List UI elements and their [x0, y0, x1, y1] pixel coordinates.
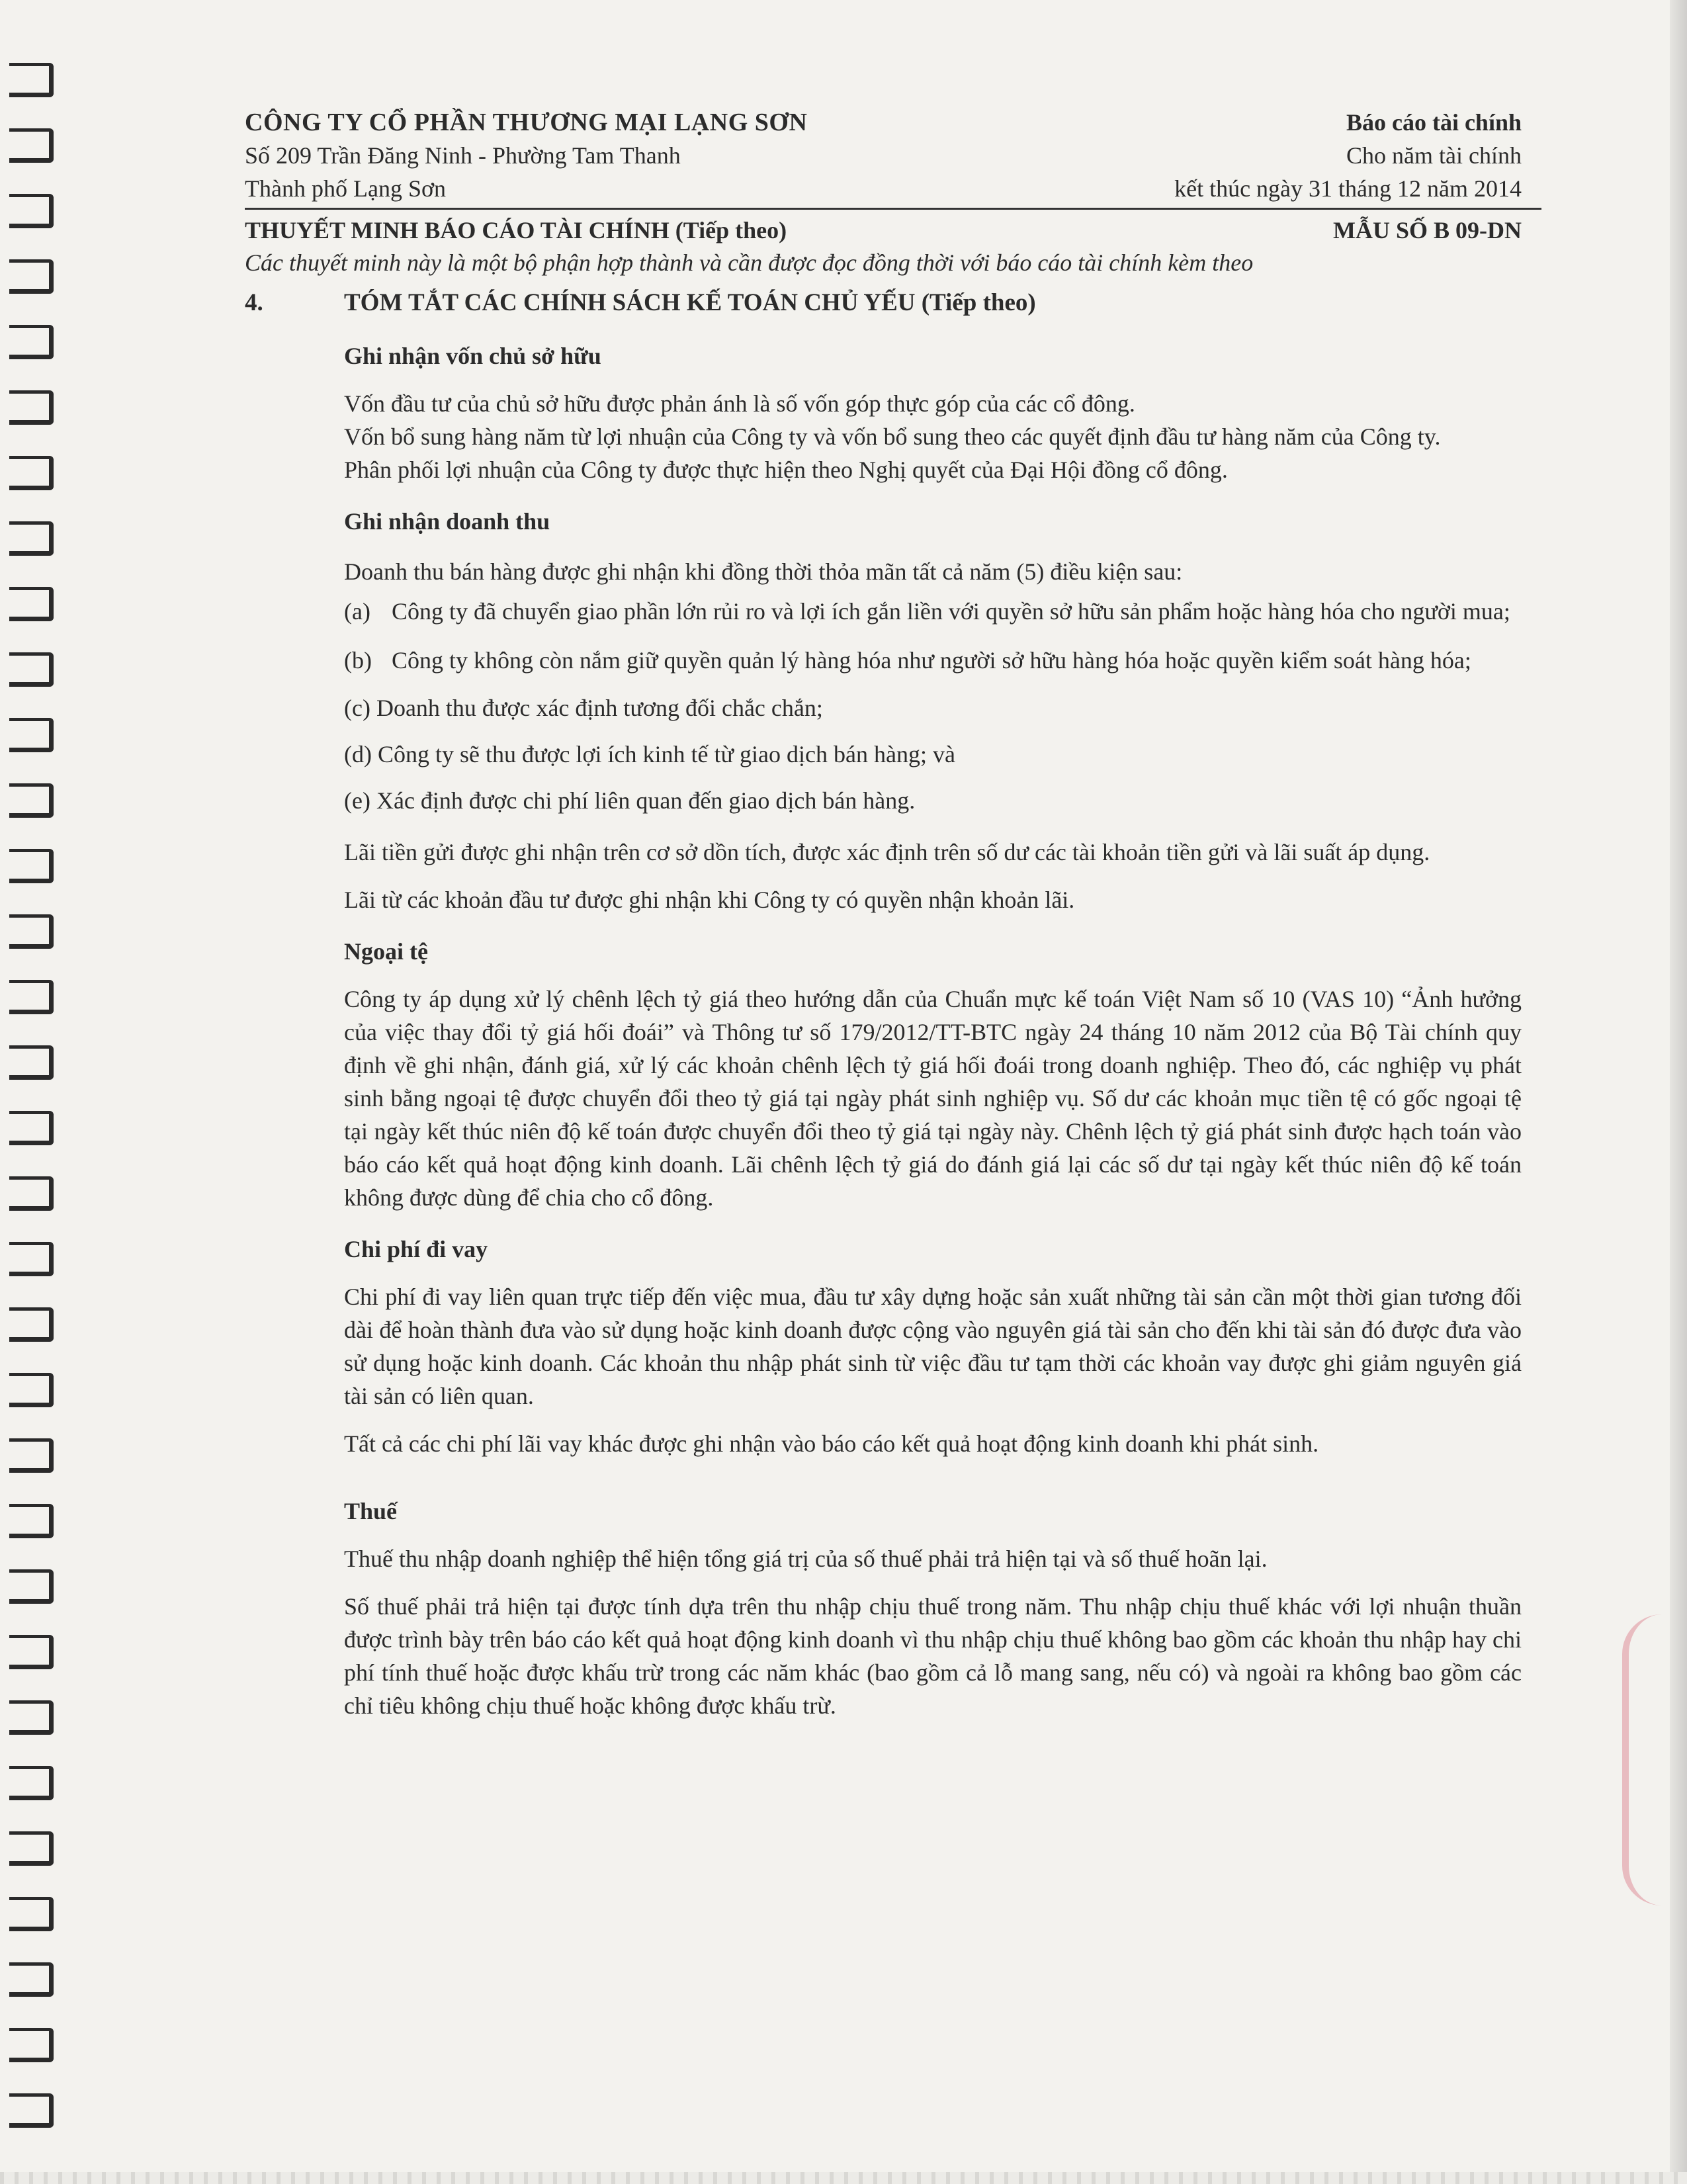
section-body — [344, 339, 1522, 1722]
revenue-intro: Doanh thu bán hàng được ghi nhận khi đồng thời thỏa mãn tất cả năm (5) điều kiện sau: — [344, 558, 1183, 585]
borrowing-text-1: Chi phí đi vay liên quan trực tiếp đến việc mua, đầu tư xây dựng hoặc sản xuất những tài sản cần một thời gian tương đối dài để hoàn thành đưa vào sử dụng hoặc kinh doanh được cộng vào nguyên giá tài sản cho đến khi tài sản đó được đưa vào sử dụng hoặc kinh doanh. Các khoản thu nhập phát sinh từ việc đầu tư tạm thời các khoản vay được ghi giảm nguyên giá tài sản có liên quan. — [344, 1284, 1522, 1409]
binding-ring — [9, 1504, 54, 1538]
binding-ring — [9, 1111, 54, 1145]
section-number: 4. — [245, 289, 263, 316]
binding-ring — [9, 390, 54, 425]
binding-ring — [9, 849, 54, 883]
tax-text-2: Số thuế phải trả hiện tại được tính dựa trên thu nhập chịu thuế trong năm. Thu nhập chịu thuế khác với lợi nhuận thuần được trình bày trên báo cáo kết quả hoạt động kinh doanh vì thu nhập chịu thuế không bao gồm các khoản thu nhập hay chi phí tính thuế hoặc được khấu trừ trong các năm khác (bao gồm cả lỗ mang sang, nếu có) và ngoài ra không bao gồm các chỉ tiêu không chịu thuế hoặc không được khấu trừ. — [344, 1593, 1522, 1719]
binding-ring — [9, 2028, 54, 2062]
report-period-2: kết thúc ngày 31 tháng 12 năm 2014 — [1174, 175, 1522, 202]
binding-ring — [9, 1438, 54, 1473]
report-period-1: Cho năm tài chính — [1346, 142, 1522, 169]
revenue-condition-d: (d) Công ty sẽ thu được lợi ích kinh tế từ giao dịch bán hàng; và — [344, 741, 955, 767]
revenue-condition-c: (c) Doanh thu được xác định tương đối chắc chắn; — [344, 695, 823, 721]
equity-line-3: Phân phối lợi nhuận của Công ty được thực hiện theo Nghị quyết của Đại Hội đồng cổ đông. — [344, 457, 1228, 483]
binding-ring — [9, 1307, 54, 1342]
notes-title-row — [245, 214, 1522, 247]
notes-title: THUYẾT MINH BÁO CÁO TÀI CHÍNH (Tiếp theo) — [245, 217, 787, 243]
heading-fx: Ngoại tệ — [344, 938, 428, 965]
revenue-investment: Lãi từ các khoản đầu tư được ghi nhận khi Công ty có quyền nhận khoản lãi. — [344, 887, 1075, 913]
binding-ring — [9, 1831, 54, 1866]
company-name: CÔNG TY CỔ PHẦN THƯƠNG MẠI LẠNG SƠN — [245, 109, 808, 136]
binding-ring — [9, 1176, 54, 1211]
revenue-condition-a — [344, 591, 1522, 632]
condition-a-tag: (a) — [344, 598, 370, 625]
heading-borrowing: Chi phí đi vay — [344, 1236, 488, 1262]
page-edge — [1670, 0, 1687, 2184]
binding-ring — [9, 1962, 54, 1997]
red-stamp-edge — [1622, 1614, 1668, 1905]
binding-ring — [9, 1635, 54, 1669]
binding-ring — [9, 783, 54, 818]
binding-ring — [9, 980, 54, 1014]
binding-ring — [9, 1242, 54, 1276]
section-heading — [245, 285, 1522, 321]
binding-ring — [9, 587, 54, 621]
heading-revenue: Ghi nhận doanh thu — [344, 508, 550, 535]
revenue-condition-b — [344, 640, 1522, 681]
binding-ring — [9, 1045, 54, 1080]
revenue-condition-e: (e) Xác định được chi phí liên quan đến giao dịch bán hàng. — [344, 787, 916, 814]
binding-ring — [9, 1569, 54, 1604]
binding-ring — [9, 1700, 54, 1735]
condition-b-tag: (b) — [344, 647, 372, 674]
binding-ring — [9, 652, 54, 687]
condition-a-text: Công ty đã chuyển giao phần lớn rủi ro và lợi ích gắn liền với quyền sở hữu sản phẩm hoặc hàng hóa cho người mua; — [392, 598, 1510, 625]
report-block — [1174, 106, 1522, 205]
heading-tax: Thuế — [344, 1498, 398, 1524]
borrowing-text-2: Tất cả các chi phí lãi vay khác được ghi nhận vào báo cáo kết quả hoạt động kinh doanh khi phát sinh. — [344, 1430, 1319, 1457]
binding-ring — [9, 194, 54, 228]
tax-text-1: Thuế thu nhập doanh nghiệp thể hiện tổng giá trị của số thuế phải trả hiện tại và số thuế hoãn lại. — [344, 1546, 1268, 1572]
company-block — [245, 106, 807, 205]
document-page — [245, 106, 1522, 1737]
scan-bottom-edge — [0, 2172, 1687, 2184]
equity-line-1: Vốn đầu tư của chủ sở hữu được phản ánh là số vốn góp thực góp của các cổ đông. — [344, 390, 1135, 417]
binding-ring — [9, 325, 54, 359]
binding-ring — [9, 718, 54, 752]
binding-ring — [9, 914, 54, 949]
revenue-interest: Lãi tiền gửi được ghi nhận trên cơ sở dồn tích, được xác định trên số dư các tài khoản tiền gửi và lãi suất áp dụng. — [344, 839, 1430, 865]
binding-ring — [9, 128, 54, 163]
company-address-2: Thành phố Lạng Sơn — [245, 175, 446, 202]
form-code: MẪU SỐ B 09-DN — [1333, 217, 1522, 243]
section-title: TÓM TẮT CÁC CHÍNH SÁCH KẾ TOÁN CHỦ YẾU (Tiếp theo) — [344, 289, 1036, 316]
binding-ring — [9, 521, 54, 556]
binding-ring — [9, 2093, 54, 2128]
binding-ring — [9, 456, 54, 490]
spiral-binding — [0, 0, 60, 2184]
condition-b-text: Công ty không còn nắm giữ quyền quản lý hàng hóa như người sở hữu hàng hóa hoặc quyền kiểm soát hàng hóa; — [392, 647, 1471, 674]
equity-line-2: Vốn bổ sung hàng năm từ lợi nhuận của Công ty và vốn bổ sung theo các quyết định đầu tư hàng năm của Công ty. — [344, 423, 1441, 450]
header-divider — [245, 208, 1541, 210]
report-title: Báo cáo tài chính — [1346, 109, 1522, 136]
notes-subtitle: Các thuyết minh này là một bộ phận hợp thành và cần được đọc đồng thời với báo cáo tài chính kèm theo — [245, 249, 1254, 276]
binding-ring — [9, 259, 54, 294]
binding-ring — [9, 1897, 54, 1931]
binding-ring — [9, 1373, 54, 1407]
fx-text: Công ty áp dụng xử lý chênh lệch tỷ giá theo hướng dẫn của Chuẩn mực kế toán Việt Nam số 10 (VAS 10) “Ảnh hưởng của việc thay đổi tỷ giá hối đoái” và Thông tư số 179/2012/TT-BTC ngày 24 tháng 10 năm 2012 của Bộ Tài chính quy định về ghi nhận, đánh giá, xử lý các khoản chênh lệch tỷ giá hối đoái trong doanh nghiệp. Theo đó, các nghiệp vụ phát sinh bằng ngoại tệ được chuyển đổi theo tỷ giá tại ngày phát sinh nghiệp vụ. Số dư các khoản mục tiền tệ có gốc ngoại tệ tại ngày kết thúc niên độ kế toán được chuyển đổi theo tỷ giá tại ngày này. Chênh lệch tỷ giá phát sinh được hạch toán vào báo cáo kết quả hoạt động kinh doanh. Lãi chênh lệch tỷ giá do đánh giá lại các số dư tại ngày kết thúc niên độ kế toán không được dùng để chia cho cổ đông. — [344, 986, 1522, 1211]
page-header — [245, 106, 1522, 205]
binding-ring — [9, 63, 54, 97]
company-address-1: Số 209 Trần Đăng Ninh - Phường Tam Thanh — [245, 142, 681, 169]
binding-ring — [9, 1766, 54, 1800]
heading-equity: Ghi nhận vốn chủ sở hữu — [344, 343, 601, 369]
